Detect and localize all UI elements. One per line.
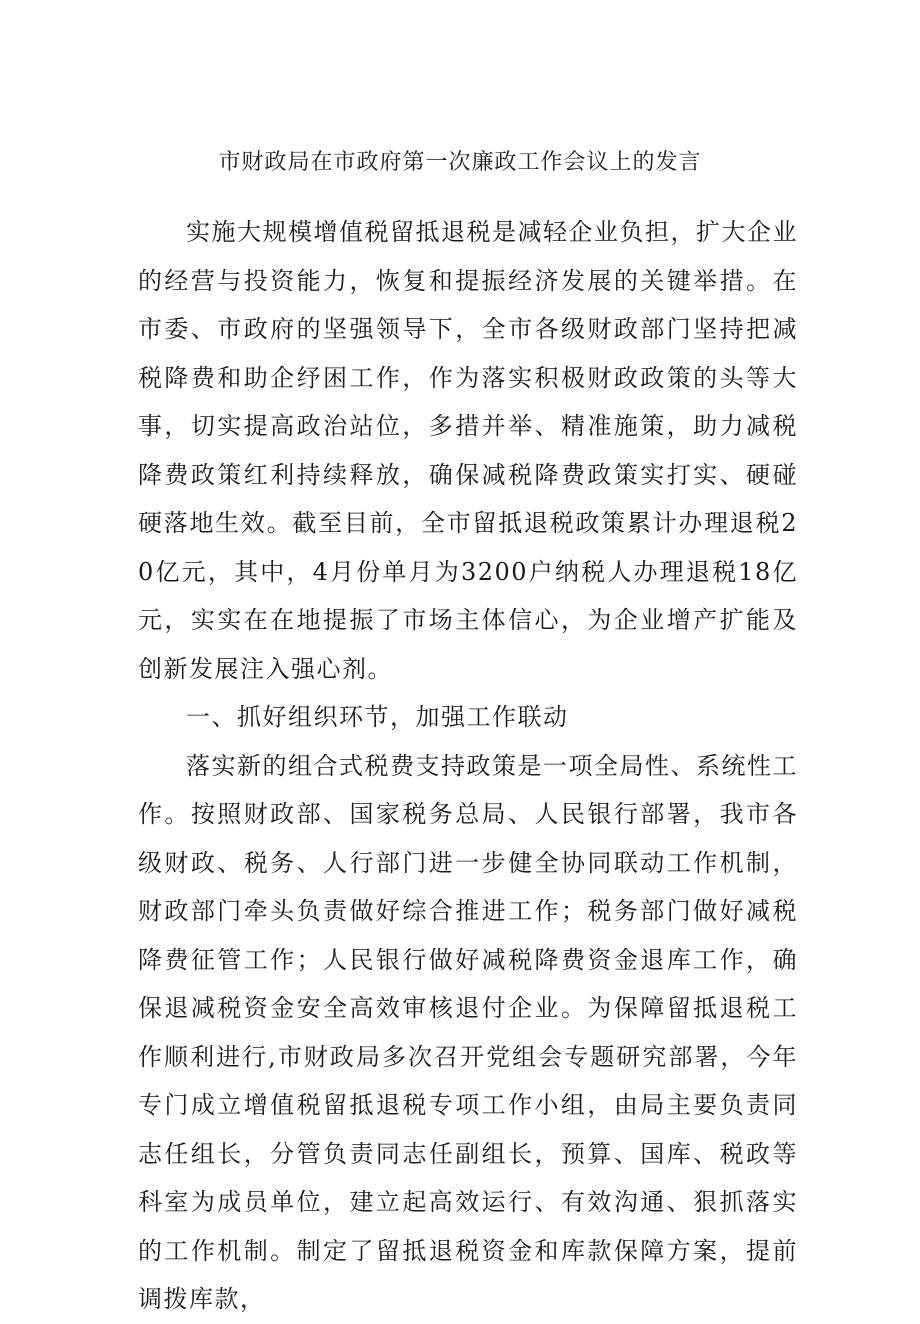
section-heading: 一、抓好组织环节，加强工作联动 [186, 703, 569, 731]
paragraph-intro: 实施大规模增值税留抵退税是减轻企业负担，扩大企业的经营与投资能力，恢复和提振经济发展的关键举措。在市委、市政府的坚强领导下，全市各级财政部门坚持把减税降费和助企纾困工作，作为落实积极财政政策的头等大事，切实提高政治站位，多措并举、精准施策，助力减税降费政策红利持续释放，确保减税降费政策实打实、硬碰硬落地生效。截至目前，全市留抵退税政策累计办理退税20亿元，其中，4月份单月为3200户纳税人办理退税18亿元，实实在在地提振了市场主体信心，为企业增产扩能及创新发展注入强心剂。 [138, 218, 798, 683]
paragraph-section-one: 落实新的组合式税费支持政策是一项全局性、系统性工作。按照财政部、国家税务总局、人民银行部署，我市各级财政、税务、人行部门进一步健全协同联动工作机制，财政部门牵头负责做好综合推进工作；税务部门做好减税降费征管工作；人民银行做好减税降费资金退库工作，确保退减税资金安全高效审核退付企业。为保障留抵退税工作顺利进行,市财政局多次召开党组会专题研究部署，今年专门成立增值税留抵退税专项工作小组，由局主要负责同志任组长，分管负责同志任副组长，预算、国库、税政等科室为成员单位，建立起高效运行、有效沟通、狠抓落实的工作机制。制定了留抵退税资金和库款保障方案，提前调拨库款， [138, 751, 798, 1313]
document-body [138, 208, 798, 1324]
document-title: 市财政局在市政府第一次廉政工作会议上的发言 [218, 150, 702, 175]
